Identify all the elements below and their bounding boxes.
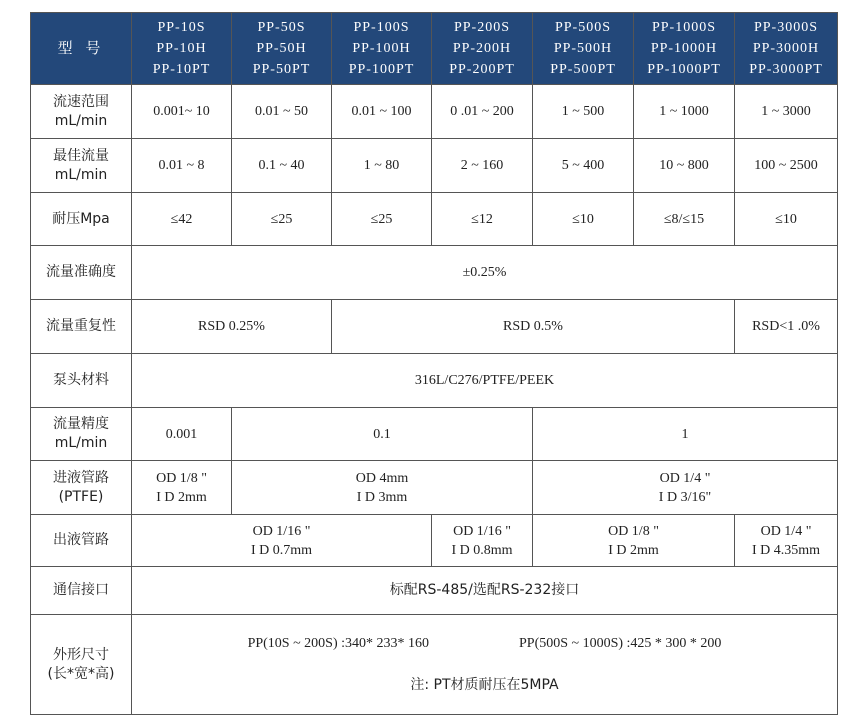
header-model-200: PP-200S PP-200H PP-200PT [432, 13, 533, 85]
header-model-50: PP-50S PP-50H PP-50PT [232, 13, 332, 85]
flow-range-cell: 0.001~ 10 [132, 85, 232, 139]
header-row [31, 13, 838, 85]
inlet-cell: OD 4mm I D 3mm [232, 461, 533, 515]
flow-range-cell: 1 ~ 3000 [735, 85, 838, 139]
flow-range-cell: 0.01 ~ 100 [332, 85, 432, 139]
row-precision [31, 408, 838, 461]
accuracy-label: 流量准确度 [31, 246, 132, 300]
flow-range-cell: 1 ~ 500 [533, 85, 634, 139]
precision-cell: 0.001 [132, 408, 232, 461]
pressure-cell: ≤42 [132, 193, 232, 246]
best-flow-cell: 100 ~ 2500 [735, 139, 838, 193]
best-flow-cell: 2 ~ 160 [432, 139, 533, 193]
pressure-cell: ≤10 [533, 193, 634, 246]
material-label: 泵头材料 [31, 354, 132, 408]
flow-range-cell: 0.01 ~ 50 [232, 85, 332, 139]
best-flow-cell: 10 ~ 800 [634, 139, 735, 193]
inlet-cell: OD 1/8 " I D 2mm [132, 461, 232, 515]
precision-cell: 0.1 [232, 408, 533, 461]
inlet-cell: OD 1/4 " I D 3/16" [533, 461, 838, 515]
inlet-label: 进液管路 (PTFE) [31, 461, 132, 515]
best-flow-label: 最佳流量 mL/min [31, 139, 132, 193]
comm-label: 通信接口 [31, 567, 132, 615]
accuracy-value: ±0.25% [132, 246, 838, 300]
repeatability-cell: RSD 0.5% [332, 300, 735, 354]
material-value: 316L/C276/PTFE/PEEK [132, 354, 838, 408]
flow-range-label: 流速范围 mL/min [31, 85, 132, 139]
pressure-cell: ≤10 [735, 193, 838, 246]
row-pressure [31, 193, 838, 246]
repeatability-label: 流量重复性 [31, 300, 132, 354]
header-model-1000: PP-1000S PP-1000H PP-1000PT [634, 13, 735, 85]
outlet-cell: OD 1/8 " I D 2mm [533, 515, 735, 567]
header-model-label: 型 号 [31, 13, 132, 85]
pressure-label: 耐压Mpa [31, 193, 132, 246]
header-model-100: PP-100S PP-100H PP-100PT [332, 13, 432, 85]
row-best-flow [31, 139, 838, 193]
pressure-cell: ≤25 [332, 193, 432, 246]
dimensions-note: 注: PT材质耐压在5MPA [410, 677, 559, 693]
outlet-cell: OD 1/16 " I D 0.7mm [132, 515, 432, 567]
outlet-cell: OD 1/4 " I D 4.35mm [735, 515, 838, 567]
dimensions-label: 外形尺寸 (长*宽*高) [31, 615, 132, 715]
row-material [31, 354, 838, 408]
outlet-cell: OD 1/16 " I D 0.8mm [432, 515, 533, 567]
header-model-500: PP-500S PP-500H PP-500PT [533, 13, 634, 85]
pressure-cell: ≤25 [232, 193, 332, 246]
precision-cell: 1 [533, 408, 838, 461]
best-flow-cell: 5 ~ 400 [533, 139, 634, 193]
header-model-3000: PP-3000S PP-3000H PP-3000PT [735, 13, 838, 85]
dimensions-large-model: PP(500S ~ 1000S) :425 * 300 * 200 [519, 636, 722, 651]
best-flow-cell: 0.1 ~ 40 [232, 139, 332, 193]
pressure-cell: ≤12 [432, 193, 533, 246]
dimensions-cell [132, 615, 838, 715]
best-flow-cell: 0.01 ~ 8 [132, 139, 232, 193]
dimensions-small-model: PP(10S ~ 200S) :340* 233* 160 [247, 636, 429, 651]
comm-value: 标配RS-485/选配RS-232接口 [132, 567, 838, 615]
pressure-cell: ≤8/≤15 [634, 193, 735, 246]
row-outlet [31, 515, 838, 567]
repeatability-cell: RSD 0.25% [132, 300, 332, 354]
flow-range-cell: 1 ~ 1000 [634, 85, 735, 139]
header-model-10: PP-10S PP-10H PP-10PT [132, 13, 232, 85]
row-flow-range [31, 85, 838, 139]
row-comm [31, 567, 838, 615]
row-repeatability [31, 300, 838, 354]
row-dimensions [31, 615, 838, 715]
precision-label: 流量精度 mL/min [31, 408, 132, 461]
spec-table [30, 12, 838, 715]
row-inlet [31, 461, 838, 515]
row-accuracy [31, 246, 838, 300]
flow-range-cell: 0 .01 ~ 200 [432, 85, 533, 139]
best-flow-cell: 1 ~ 80 [332, 139, 432, 193]
outlet-label: 出液管路 [31, 515, 132, 567]
repeatability-cell: RSD<1 .0% [735, 300, 838, 354]
